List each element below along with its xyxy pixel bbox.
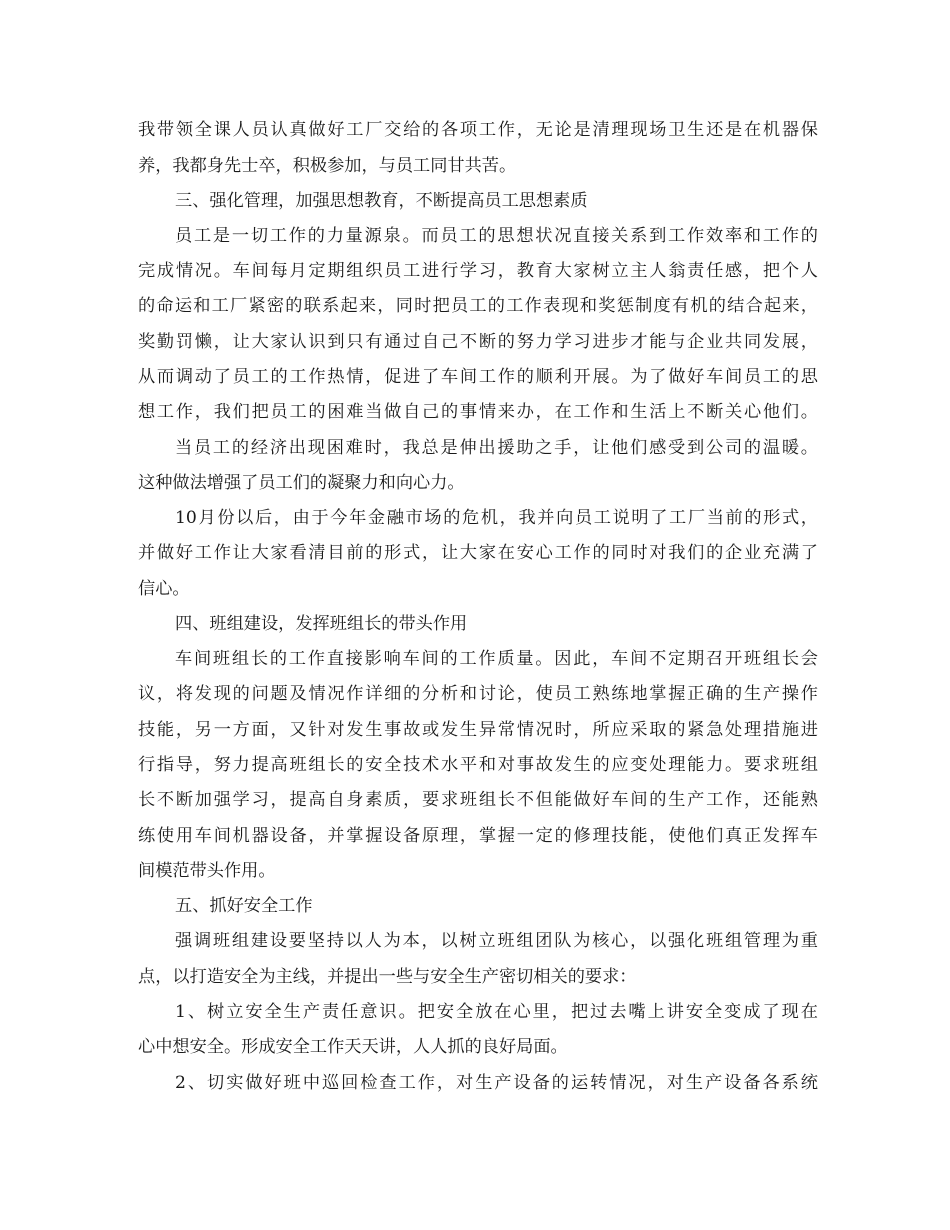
paragraph-line: 员工是一切工作的力量源泉。而员工的思想状况直接关系到工作效率和工作的 (175, 226, 818, 246)
paragraph-line: 完成情况。车间每月定期组织员工进行学习，教育大家树立主人翁责任感，把个人 (138, 261, 818, 281)
section-heading: 四、班组建设，发挥班组长的带头作用 (175, 614, 468, 634)
paragraph-line: 养，我都身先士卒，积极参加，与员工同甘共苦。 (138, 156, 517, 176)
paragraph-line: 10月份以后，由于今年金融市场的危机，我并向员工说明了工厂当前的形式， (175, 508, 818, 528)
section-heading: 五、抓好安全工作 (175, 896, 313, 916)
paragraph-line: 练使用车间机器设备，并掌握设备原理，掌握一定的修理技能，使他们真正发挥车 (138, 826, 818, 846)
paragraph-line: 车间班组长的工作直接影响车间的工作质量。因此，车间不定期召开班组长会 (175, 649, 818, 669)
paragraph-line: 技能，另一方面，又针对发生事故或发生异常情况时，所应采取的紧急处理措施进 (138, 720, 818, 740)
paragraph-line: 从而调动了员工的工作热情，促进了车间工作的顺利开展。为了做好车间员工的思 (138, 367, 818, 387)
paragraph-line: 的命运和工厂紧密的联系起来，同时把员工的工作表现和奖惩制度有机的结合起来， (138, 296, 818, 316)
paragraph-line: 长不断加强学习，提高自身素质，要求班组长不但能做好车间的生产工作，还能熟 (138, 790, 818, 810)
paragraph-line: 想工作，我们把员工的困难当做自己的事情来办，在工作和生活上不断关心他们。 (138, 402, 818, 422)
paragraph-line: 并做好工作让大家看清目前的形式，让大家在安心工作的同时对我们的企业充满了 (138, 543, 818, 563)
paragraph-line: 议，将发现的问题及情况作详细的分析和讨论，使员工熟练地掌握正确的生产操作 (138, 684, 818, 704)
section-heading: 三、强化管理，加强思想教育，不断提高员工思想素质 (175, 191, 588, 211)
paragraph-line: 这种做法增强了员工们的凝聚力和向心力。 (138, 473, 465, 493)
paragraph-line: 我带领全课人员认真做好工厂交给的各项工作，无论是清理现场卫生还是在机器保 (138, 120, 818, 140)
list-item: 2、切实做好班中巡回检查工作，对生产设备的运转情况，对生产设备各系统 (175, 1073, 818, 1093)
paragraph-line: 奖勤罚懒，让大家认识到只有通过自己不断的努力学习进步才能与企业共同发展， (138, 332, 818, 352)
paragraph-line: 间模范带头作用。 (138, 861, 276, 881)
paragraph-line: 信心。 (138, 579, 190, 599)
paragraph-line: 点，以打造安全为主线，并提出一些与安全生产密切相关的要求： (138, 967, 637, 987)
paragraph-line: 当员工的经济出现困难时，我总是伸出援助之手，让他们感受到公司的温暖。 (175, 438, 818, 458)
paragraph-line: 心中想安全。形成安全工作天天讲，人人抓的良好局面。 (138, 1037, 568, 1057)
list-item: 1、树立安全生产责任意识。把安全放在心里，把过去嘴上讲安全变成了现在 (175, 1002, 818, 1022)
paragraph-line: 行指导，努力提高班组长的安全技术水平和对事故发生的应变处理能力。要求班组 (138, 755, 818, 775)
paragraph-line: 强调班组建设要坚持以人为本，以树立班组团队为核心，以强化班组管理为重 (175, 931, 818, 951)
